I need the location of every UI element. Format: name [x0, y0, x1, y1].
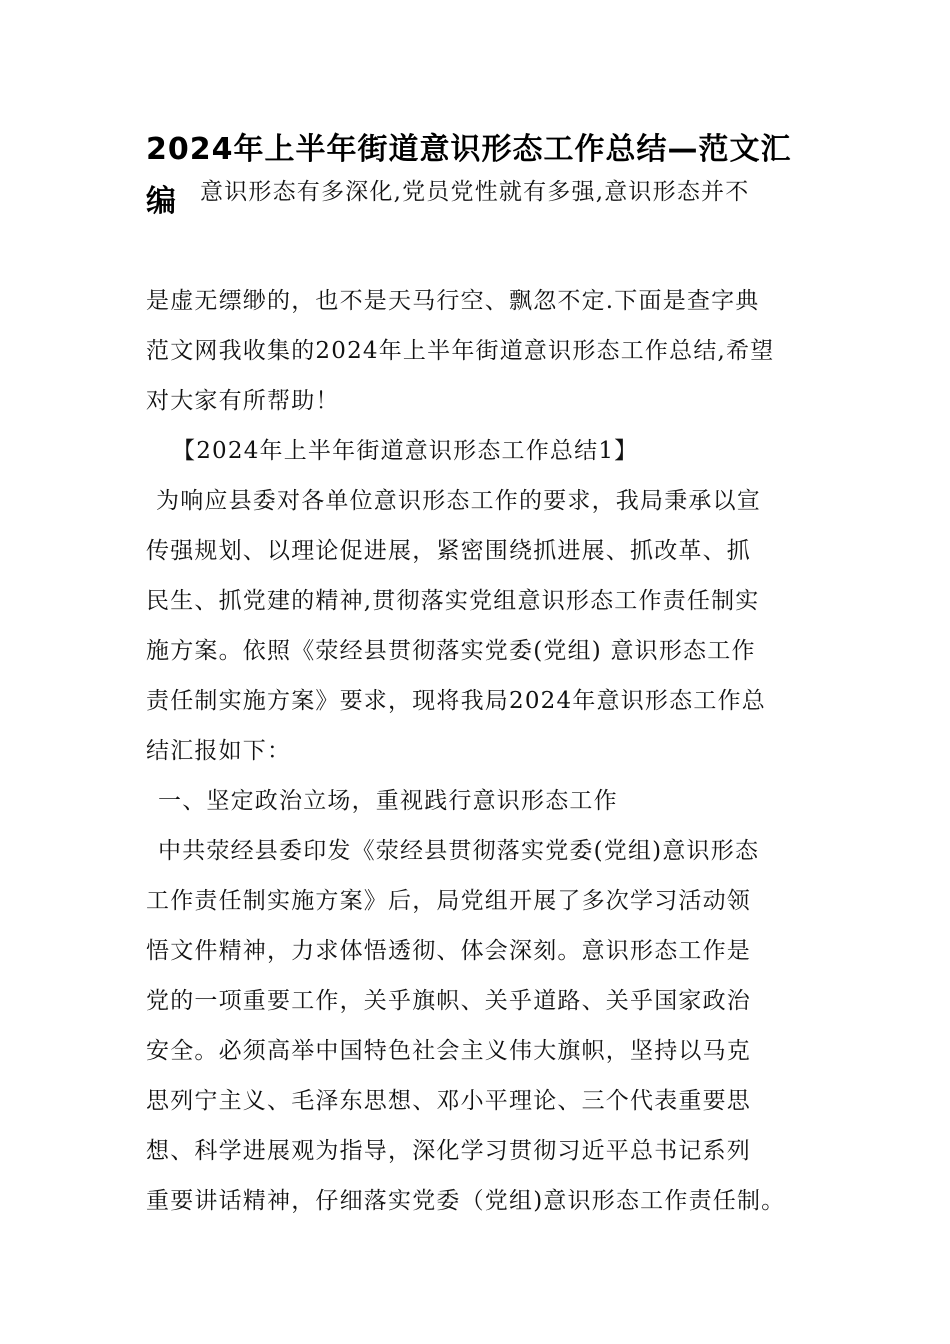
paragraph-line: 想、科学进展观为指导，深化学习贯彻习近平总书记系列: [146, 1138, 751, 1164]
paragraph-line: 思列宁主义、毛泽东思想、邓小平理论、三个代表重要思: [146, 1088, 751, 1114]
paragraph-line: 党的一项重要工作，关乎旗帜、关乎道路、关乎国家政治: [146, 988, 751, 1014]
paragraph-line: 安全。必须高举中国特色社会主义伟大旗帜，坚持以马克: [146, 1038, 751, 1064]
paragraph-line: 工作责任制实施方案》后，局党组开展了多次学习活动领: [146, 888, 751, 914]
paragraph-line: 传强规划、以理论促进展，紧密围绕抓进展、抓改革、抓: [146, 538, 751, 564]
paragraph-line: 民生、抓党建的精神,贯彻落实党组意识形态工作责任制实: [146, 588, 760, 614]
paragraph-line: 为响应县委对各单位意识形态工作的要求，我局秉承以宣: [156, 488, 761, 514]
paragraph-line: 悟文件精神，力求体悟透彻、体会深刻。意识形态工作是: [146, 938, 751, 964]
paragraph-line: 施方案。依照《荥经县贯彻落实党委(党组) 意识形态工作: [146, 638, 756, 664]
document-title: 2024年上半年街道意识形态工作总结—范文汇编: [146, 132, 792, 219]
paragraph-line: 中共荥经县委印发《荥经县贯彻落实党委(党组)意识形态: [158, 838, 760, 864]
paragraph-line: 结汇报如下：: [146, 738, 292, 764]
paragraph-line: 对大家有所帮助！: [146, 388, 340, 414]
paragraph-line: 范文网我收集的2024年上半年街道意识形态工作总结,希望: [146, 338, 775, 364]
section-heading: 一、坚定政治立场，重视践行意识形态工作: [158, 788, 618, 814]
paragraph-line: 意识形态有多深化,党员党性就有多强,意识形态并不: [200, 179, 750, 205]
paragraph-line: 责任制实施方案》要求，现将我局2024年意识形态工作总: [146, 688, 766, 714]
section-heading: 【2024年上半年街道意识形态工作总结1】: [172, 438, 639, 464]
paragraph-line: 重要讲话精神，仔细落实党委（党组)意识形态工作责任制。: [146, 1188, 786, 1214]
paragraph-line: 是虚无缥缈的，也不是天马行空、飘忽不定.下面是查字典: [146, 288, 760, 314]
